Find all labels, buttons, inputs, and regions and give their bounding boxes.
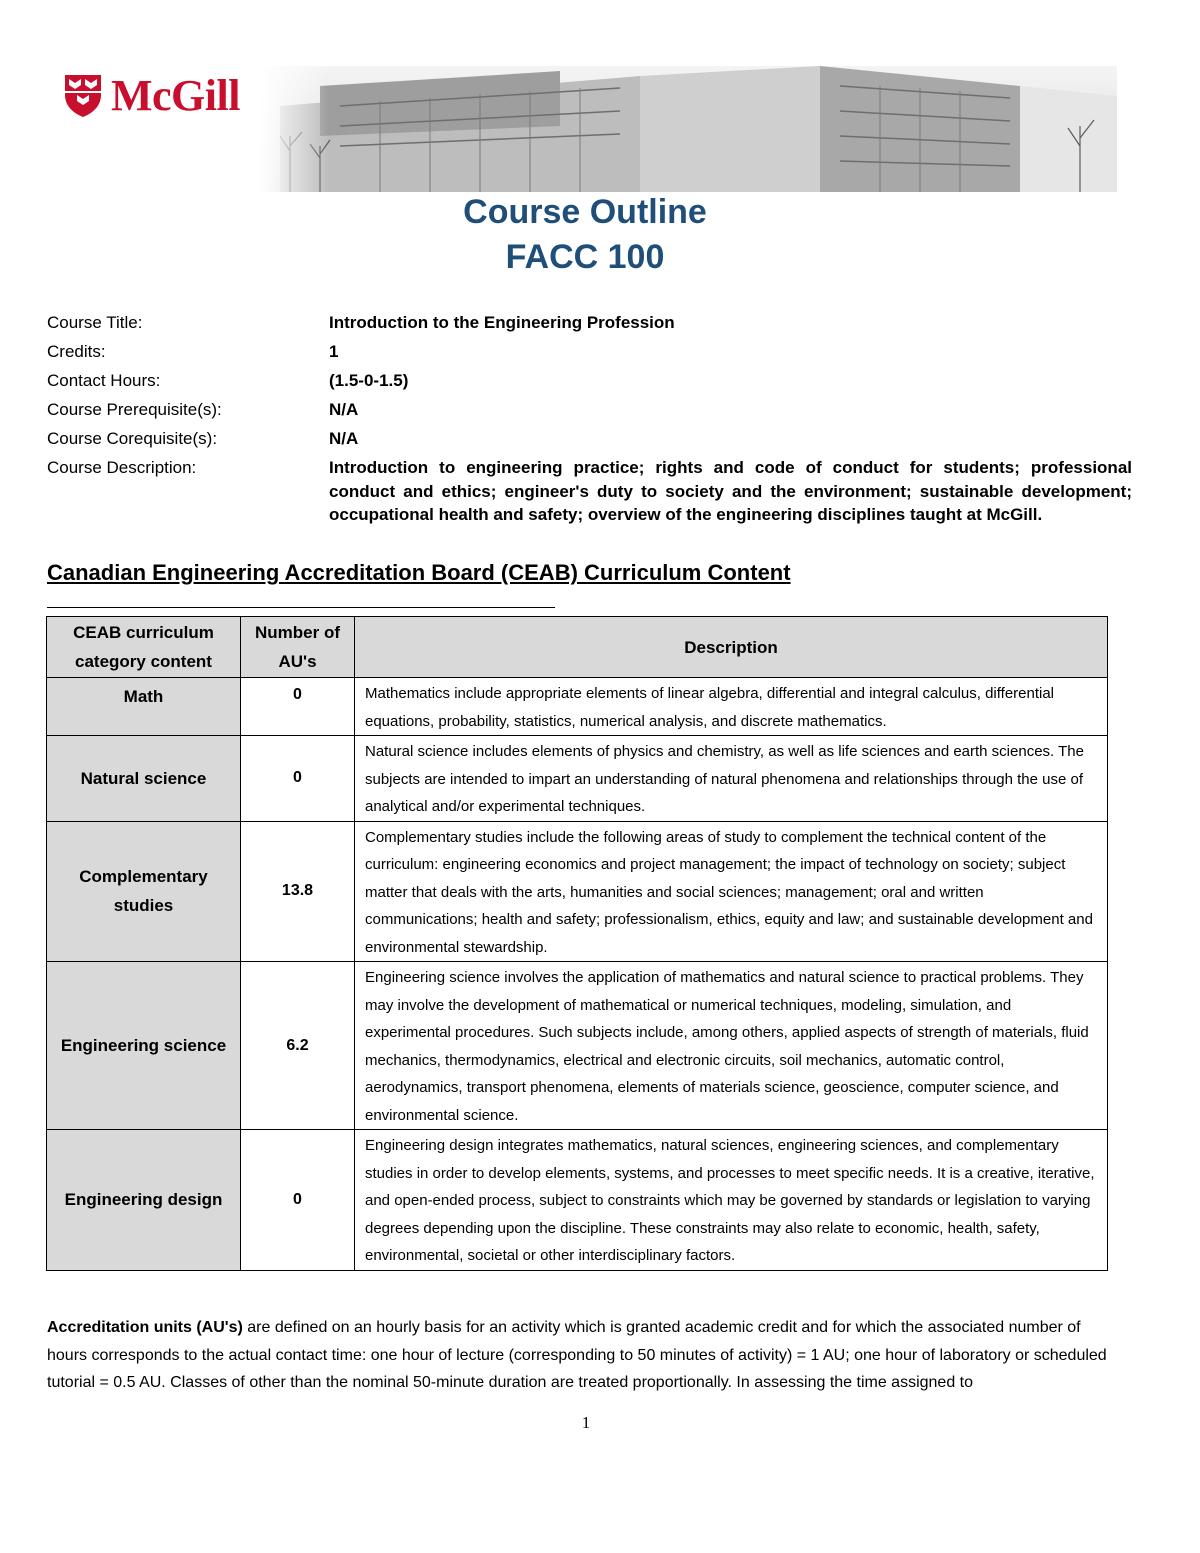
- info-value: (1.5-0-1.5): [329, 371, 409, 390]
- divider: [47, 607, 555, 608]
- au-text: are defined on an hourly basis for an activity which is granted academic credit and for which the associated number of hours corresponds to the actual contact time: one hour of lecture (corresponding to 50 minutes of activity) = 1 AU; one hour of laboratory or scheduled tutorial = 0.5 AU. Classes of other than the nominal 50-minute duration are treated proportionally. In assessing the time assigned to: [47, 1319, 1107, 1391]
- page-title: Course Outline: [463, 193, 707, 231]
- description-cell: Mathematics include appropriate elements of linear algebra, differential and integral calculus, differential equations, probability, statistics, numerical analysis, and discrete mathematics.: [355, 678, 1108, 736]
- au-cell: 13.8: [241, 821, 355, 962]
- info-label: Course Description:: [47, 458, 197, 477]
- au-cell: 0: [241, 678, 355, 736]
- info-row-corequisites: [47, 424, 1132, 453]
- logo-wordmark: McGill: [111, 71, 240, 120]
- course-info: [47, 308, 1132, 527]
- campus-building-photo: [260, 66, 1117, 192]
- table-row: [47, 736, 1108, 822]
- table-row: [47, 962, 1108, 1130]
- shield-icon: [63, 73, 103, 119]
- au-term: Accreditation units (AU's): [47, 1319, 243, 1336]
- category-cell: Natural science: [47, 736, 241, 822]
- info-label: Credits:: [47, 342, 106, 361]
- table-row: [47, 821, 1108, 962]
- description-cell: Engineering design integrates mathematics, natural sciences, engineering sciences, and complementary studies in order to develop elements, systems, and processes to meet specific needs. It is a creative, iterative, and open-ended process, subject to constraints which may be governed by standards or legislation to varying degrees depending upon the discipline. These constraints may also relate to economic, health, safety, environmental, societal or other interdisciplinary factors.: [355, 1130, 1108, 1271]
- course-code: FACC 100: [505, 238, 665, 276]
- description-cell: Complementary studies include the following areas of study to complement the technical content of the curriculum: engineering economics and project management; the impact of technology on society; subject matter that deals with the arts, humanities and social sciences; management; oral and written communications; health and safety; professionalism, ethics, equity and law; and sustainable development and environmental stewardship.: [355, 821, 1108, 962]
- info-value: Introduction to the Engineering Profession: [329, 313, 675, 332]
- mcgill-logo: [63, 70, 240, 121]
- section-heading: Canadian Engineering Accreditation Board (CEAB) Curriculum Content: [47, 560, 791, 585]
- info-row-credits: [47, 337, 1132, 366]
- description-cell: Natural science includes elements of physics and chemistry, as well as life sciences and earth sciences. The subjects are intended to impart an understanding of natural phenomena and relationships through the use of analytical and/or experimental techniques.: [355, 736, 1108, 822]
- info-value: Introduction to engineering practice; rights and code of conduct for students; professional conduct and ethics; engineer's duty to society and the environment; sustainable development; occupational health and safety; overview of the engineering disciplines taught at McGill.: [329, 458, 1132, 524]
- info-label: Course Prerequisite(s):: [47, 400, 222, 419]
- table-row: [47, 678, 1108, 736]
- info-label: Contact Hours:: [47, 371, 161, 390]
- column-header: CEAB curriculum category content: [47, 617, 241, 678]
- header-banner: [55, 66, 1117, 192]
- table-row: [47, 1130, 1108, 1271]
- info-row-contact-hours: [47, 366, 1132, 395]
- category-cell: Engineering science: [47, 962, 241, 1130]
- ceab-curriculum-table: [46, 616, 1108, 1271]
- info-row-title: [47, 308, 1132, 337]
- au-cell: 0: [241, 1130, 355, 1271]
- info-label: Course Corequisite(s):: [47, 429, 218, 448]
- info-row-description: [47, 453, 1132, 527]
- au-cell: 0: [241, 736, 355, 822]
- category-cell: Math: [47, 678, 241, 736]
- info-row-prerequisites: [47, 395, 1132, 424]
- description-cell: Engineering science involves the application of mathematics and natural science to practical problems. They may involve the development of mathematical or numerical techniques, modeling, simulation, and experimental procedures. Such subjects include, among others, applied aspects of strength of materials, fluid mechanics, thermodynamics, electrical and electronic circuits, soil mechanics, automatic control, aerodynamics, transport phenomena, elements of materials science, geoscience, computer science, and environmental science.: [355, 962, 1108, 1130]
- category-cell: Complementary studies: [47, 821, 241, 962]
- column-header: Description: [355, 617, 1108, 678]
- info-value: 1: [329, 342, 339, 361]
- info-value: N/A: [329, 400, 359, 419]
- category-cell: Engineering design: [47, 1130, 241, 1271]
- page-number: 1: [581, 1413, 591, 1432]
- info-label: Course Title:: [47, 313, 143, 332]
- info-value: N/A: [329, 429, 359, 448]
- table-header-row: [47, 617, 1108, 678]
- au-cell: 6.2: [241, 962, 355, 1130]
- accreditation-units-paragraph: [47, 1314, 1122, 1397]
- column-header: Number of AU's: [241, 617, 355, 678]
